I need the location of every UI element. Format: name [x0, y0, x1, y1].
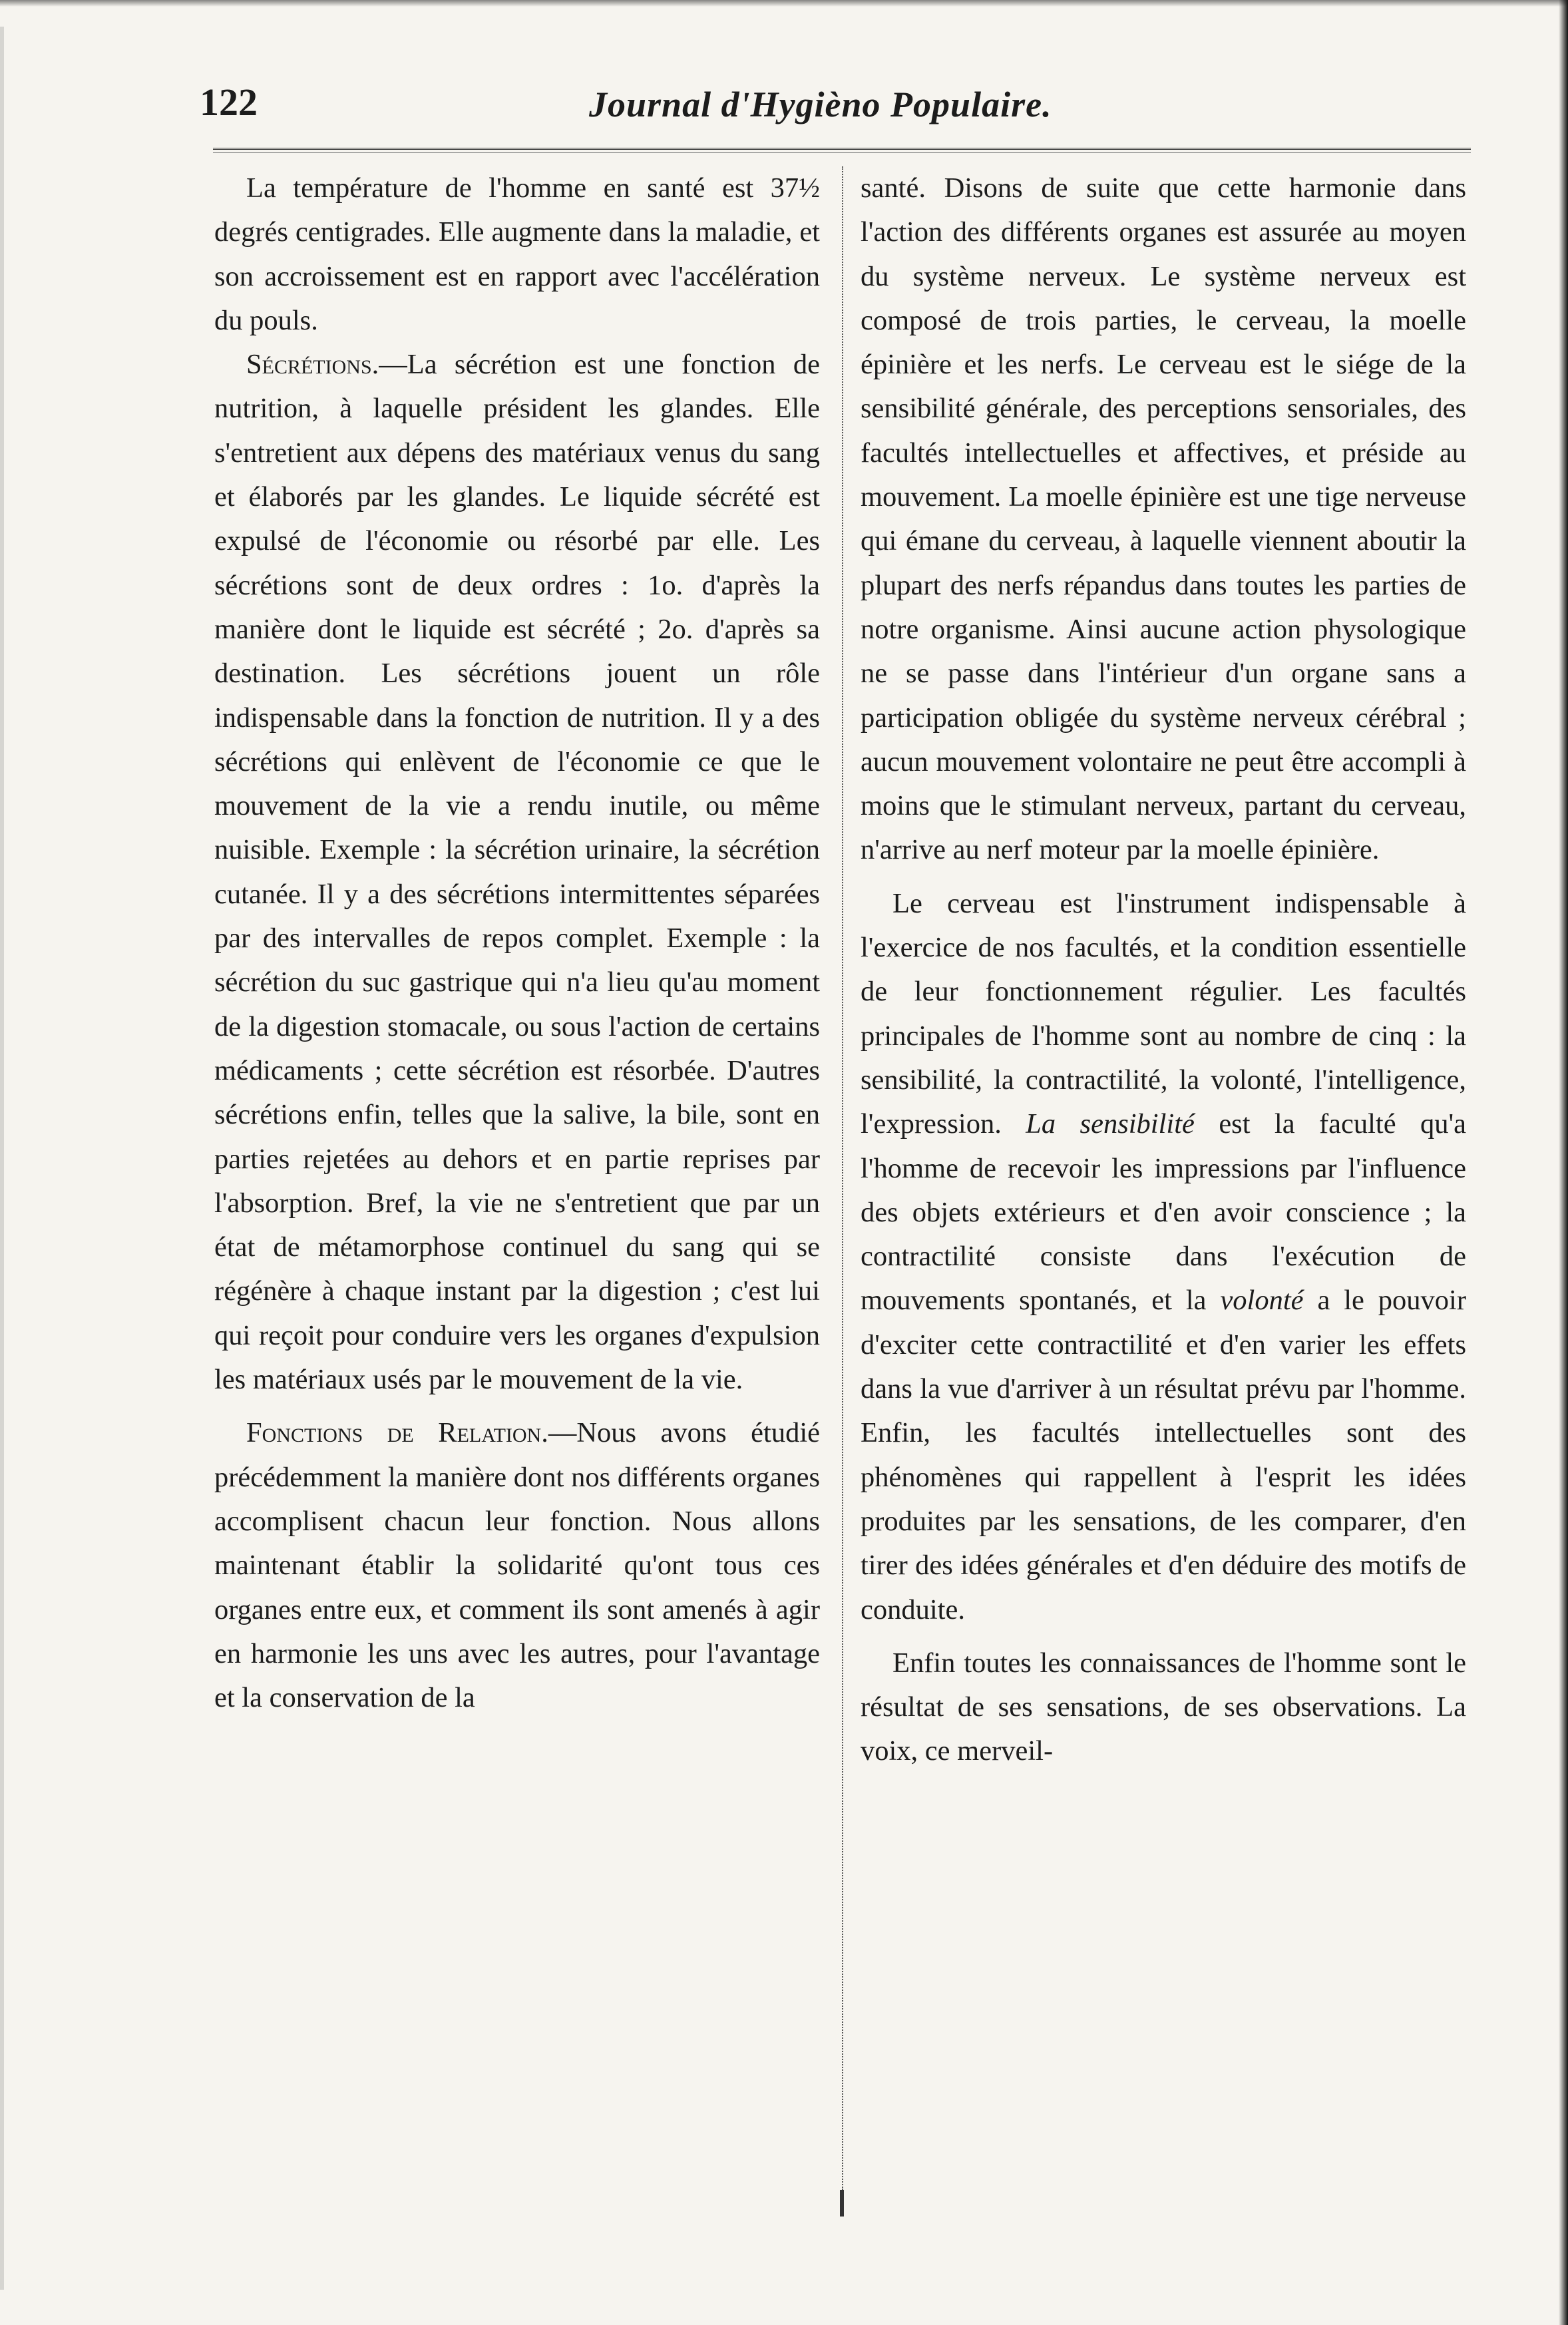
paragraph-secretions — [214, 343, 820, 1402]
page-header — [200, 80, 1477, 140]
paragraph-cerveau-mid: est la faculté qu'a l'homme de recevoir les impressions par l'influence des objets extérieurs et d'en avoir conscience ; la contractilité consiste dans l'exécution de mouvements spontanés, et la — [861, 1108, 1467, 1317]
paragraph-cerveau-end: a le pouvoir d'exciter cette contractilité et d'en varier les effets dans la vue d'arriver à un résultat prévu par l'homme. Enfin, les facultés intellectuelles sont des phénomènes qui rappellent à l'esprit les idées produites par les sensations, de les comparer, d'en tirer des idées générales et d'en déduire des motifs de conduite. — [861, 1285, 1467, 1625]
left-column — [214, 166, 820, 2177]
paragraph-fonctions-relation-body: —Nous avons étudié précédemment la manière dont nos différents organes accomplisent chacun leur fonction. Nous allons maintenant établir la solidarité qu'ont tous ces organes entre eux, et comment ils sont amenés à agir en harmonie les uns avec les autres, pour l'avantage et la conservation de la — [214, 1417, 821, 1714]
paragraph-temperature: La température de l'homme en santé est 37½ degrés centigrades. Elle augmente dans la maladie, et son accroissement est en rapport avec l'accélération du pouls. — [214, 172, 820, 336]
page-edge-shadow-right — [1559, 0, 1568, 2325]
emphasis-volonte: volonté — [1220, 1285, 1304, 1317]
column-divider — [842, 166, 843, 2190]
emphasis-sensibilite: La sensibilité — [1026, 1108, 1195, 1140]
page-edge-shadow-top — [0, 0, 1568, 7]
right-column — [861, 166, 1466, 2177]
page-edge-shadow-left — [0, 27, 4, 2290]
section-heading-secretions: Sécrétions. — [246, 349, 379, 381]
column-divider-mark — [840, 2190, 844, 2217]
paragraph-systeme-nerveux: santé. Disons de suite que cette harmonie dans l'action des différents organes est assurée au moyen du système nerveux. Le système nerveux est composé de trois parties, le cerveau, la moelle épinière et les nerfs. Le cerveau est le siége de la sensibilité générale, des perceptions sensoriales, des facultés intellectuelles et affectives, et préside au mouvement. La moelle épinière est une tige nerveuse qui émane du cerveau, à laquelle viennent aboutir la plupart des nerfs répandus dans toutes les parties de notre organisme. Ainsi aucune action physologique ne se passe dans l'intérieur d'un organe sans a participation obligée du système nerveux cérébral ; aucun mouvement volontaire ne peut être accompli à moins que le stimulant nerveux, partant du cerveau, n'arrive au nerf moteur par la moelle épinière. — [861, 172, 1466, 866]
paragraph-fonctions-relation — [214, 1411, 820, 1720]
section-heading-fonctions-relation: Fonctions de Relation. — [246, 1417, 548, 1449]
page-number: 122 — [200, 81, 258, 124]
header-rule — [213, 148, 1471, 153]
paragraph-cerveau-start: Le cerveau est l'instrument indispensable à l'exercice de nos facultés, et la condition essentielle de leur fonctionnement régulier. Les facultés principales de l'homme sont au nombre de cinq : la sensibilité, la contractilité, la volonté, l'intelligence, l'expression. — [861, 887, 1466, 1140]
paragraph-cerveau — [861, 882, 1466, 1632]
running-title: Journal d'Hygièno Populaire. — [589, 85, 1052, 124]
paragraph-secretions-body: —La sécrétion est une fonction de nutrition, à laquelle président les glandes. Elle s'entretient aux dépens des matériaux venus du sang et élaborés par les glandes. Le liquide sécrété est expulsé de l'économie ou résorbé par elle. Les sécrétions sont de deux ordres : 1o. d'après la manière dont le liquide est sécrété ; 2o. d'après sa destination. Les sécrétions jouent un rôle indispensable dans la fonction de nutrition. Il y a des sécrétions qui enlèvent de l'économie ce que le mouvement de la vie a rendu inutile, ou même nuisible. Exemple : la sécrétion urinaire, la sécrétion cutanée. Il y a des sécrétions intermittentes séparées par des intervalles de repos complet. Exemple : la sécrétion du suc gastrique qui n'a lieu qu'au moment de la digestion stomacale, ou sous l'action de certains médicaments ; cette sécrétion est résorbée. D'autres sécrétions enfin, telles que la salive, la bile, sont en parties rejetées au dehors et en partie reprises par l'absorption. Bref, la vie ne s'entretient que par un état de métamorphose continuel du sang qui se régénère à chaque instant par la digestion ; c'est lui qui reçoit pour conduire vers les organes d'expulsion les matériaux usés par le mouvement de la vie. — [214, 349, 820, 1396]
paragraph-connaissances: Enfin toutes les connaissances de l'homme sont le résultat de ses sensations, de ses observations. La voix, ce merveil- — [861, 1647, 1466, 1767]
